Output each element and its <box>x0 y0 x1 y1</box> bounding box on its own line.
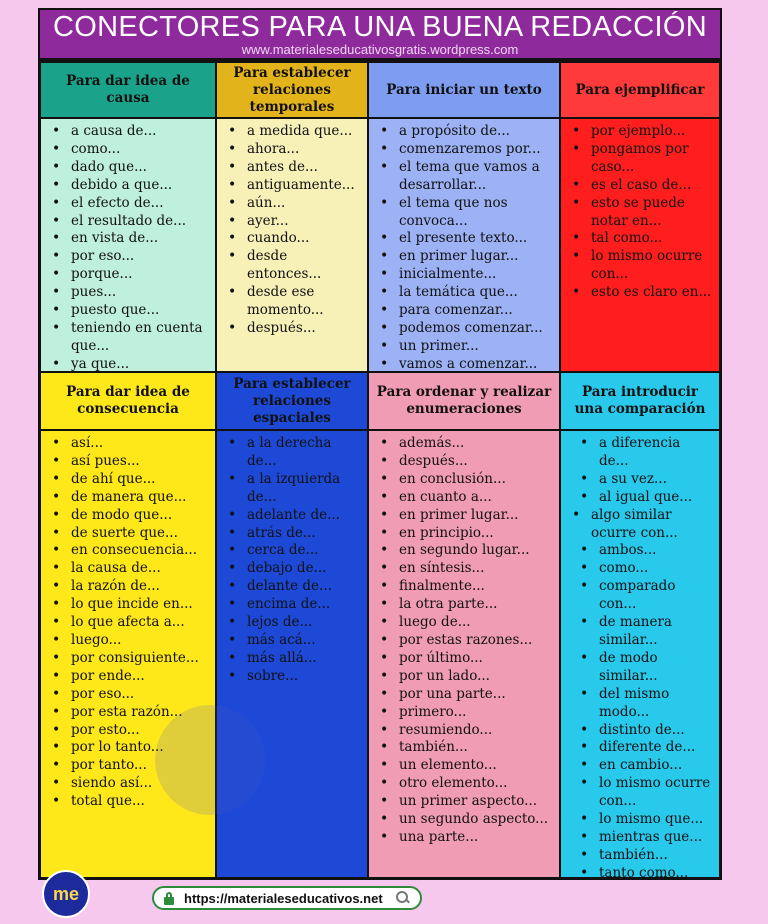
list-item: • en cambio... <box>569 757 713 775</box>
list-item: • en conclusión... <box>377 471 553 489</box>
list-item: • ayer... <box>225 213 361 231</box>
site-logo <box>42 870 90 918</box>
list-item: • inicialmente... <box>377 266 553 284</box>
list-item: • por eso... <box>49 686 209 704</box>
list-item: • además... <box>377 435 553 453</box>
list-item: • a su vez... <box>569 471 713 489</box>
list-item: • por esta razón... <box>49 704 209 722</box>
list-item: • en segundo lugar... <box>377 542 553 560</box>
list-item: • comenzaremos por... <box>377 141 553 159</box>
search-icon[interactable] <box>396 891 410 905</box>
list-item: • ya que... <box>49 356 209 374</box>
list-item: • un elemento... <box>377 757 553 775</box>
list-item: • en síntesis... <box>377 560 553 578</box>
list-item: • la razón de... <box>49 578 209 596</box>
list-item: • por tanto... <box>49 757 209 775</box>
list-item: • el tema que vamos a desarrollar... <box>377 159 553 195</box>
list-item: • esto se puede notar en... <box>569 195 713 231</box>
list-item: • también... <box>569 847 713 865</box>
list-ejemplificar <box>560 118 720 372</box>
page-title: CONECTORES PARA UNA BUENA REDACCIÓN <box>52 11 707 43</box>
list-causa <box>40 118 216 372</box>
list-item: • la causa de... <box>49 560 209 578</box>
list-item: • aún... <box>225 195 361 213</box>
list-item: • pues... <box>49 284 209 302</box>
list-item: • más acá... <box>225 632 361 650</box>
list-item: • a medida que... <box>225 123 361 141</box>
list-item: • para comenzar... <box>377 302 553 320</box>
list-item: • porque... <box>49 266 209 284</box>
list-item: • finalmente... <box>377 578 553 596</box>
list-item: • antes de... <box>225 159 361 177</box>
list-item: • la otra parte... <box>377 596 553 614</box>
list-item: • en primer lugar... <box>377 248 553 266</box>
list-item: • debajo de... <box>225 560 361 578</box>
header-iniciar: Para iniciar un texto <box>368 62 560 118</box>
list-item: • pongamos por caso... <box>569 141 713 177</box>
list-item: • lo mismo que... <box>569 811 713 829</box>
watermark-url: www.materialeseducativosgratis.wordpress.com <box>241 42 519 57</box>
list-item: • de ahí que... <box>49 471 209 489</box>
header-ejemplificar: Para ejemplificar <box>560 62 720 118</box>
list-item: • por ende... <box>49 668 209 686</box>
list-item: • antiguamente... <box>225 177 361 195</box>
list-item: • ambos... <box>569 542 713 560</box>
list-item: • delante de... <box>225 578 361 596</box>
list-consecuencia <box>40 430 216 878</box>
list-item: • desde ese momento... <box>225 284 361 320</box>
list-item: • total que... <box>49 793 209 811</box>
list-item: • por consiguiente... <box>49 650 209 668</box>
url-text[interactable]: https://materialeseducativos.net <box>184 890 383 906</box>
header-causa: Para dar idea de causa <box>40 62 216 118</box>
list-item: • diferente de... <box>569 739 713 757</box>
list-item: • teniendo en cuenta que... <box>49 320 209 356</box>
list-item: • primero... <box>377 704 553 722</box>
list-item: • en consecuencia... <box>49 542 209 560</box>
list-espaciales <box>216 430 368 878</box>
list-item: • más allá... <box>225 650 361 668</box>
list-item: • un segundo aspecto... <box>377 811 553 829</box>
list-item: • por ejemplo... <box>569 123 713 141</box>
list-item: • la temática que... <box>377 284 553 302</box>
list-item: • distinto de... <box>569 722 713 740</box>
list-item: • lo que afecta a... <box>49 614 209 632</box>
list-item: • podemos comenzar... <box>377 320 553 338</box>
list-item: • el resultado de... <box>49 213 209 231</box>
list-item: • ahora... <box>225 141 361 159</box>
list-item: • como... <box>569 560 713 578</box>
list-item: • también... <box>377 739 553 757</box>
list-item: • de modo que... <box>49 507 209 525</box>
list-item: • de manera similar... <box>569 614 713 650</box>
list-item: • así pues... <box>49 453 209 471</box>
list-item: • una parte... <box>377 829 553 847</box>
list-temporales <box>216 118 368 372</box>
list-item: • del mismo modo... <box>569 686 713 722</box>
list-item: • de manera que... <box>49 489 209 507</box>
list-item: • desde entonces... <box>225 248 361 284</box>
list-item: • lejos de... <box>225 614 361 632</box>
list-enumeraciones <box>368 430 560 878</box>
list-item: • un primer aspecto... <box>377 793 553 811</box>
list-item: • otro elemento... <box>377 775 553 793</box>
header-comparacion: Para introducir una comparación <box>560 372 720 430</box>
list-item: • como... <box>49 141 209 159</box>
list-item: • después... <box>377 453 553 471</box>
list-item: • el presente texto... <box>377 230 553 248</box>
list-item: • luego... <box>49 632 209 650</box>
list-item: • dado que... <box>49 159 209 177</box>
list-item: • de modo similar... <box>569 650 713 686</box>
list-item: • a causa de... <box>49 123 209 141</box>
list-item: • resumiendo... <box>377 722 553 740</box>
list-item: • sobre... <box>225 668 361 686</box>
list-item: • luego de... <box>377 614 553 632</box>
list-item: • a diferencia de... <box>569 435 713 471</box>
list-item: • en cuanto a... <box>377 489 553 507</box>
list-item: • comparado con... <box>569 578 713 614</box>
list-comparacion <box>560 430 720 881</box>
header-temporales: Para establecer relaciones temporales <box>216 62 368 118</box>
list-item: • atrás de... <box>225 525 361 543</box>
list-item: • a la izquierda de... <box>225 471 361 507</box>
list-item: • adelante de... <box>225 507 361 525</box>
list-item: • algo similar ocurre con... <box>569 507 713 543</box>
list-item: • al igual que... <box>569 489 713 507</box>
list-item: • tal como... <box>569 230 713 248</box>
list-item: • encima de... <box>225 596 361 614</box>
list-item: • puesto que... <box>49 302 209 320</box>
title-banner <box>38 8 722 60</box>
connectors-grid <box>38 60 722 880</box>
list-item: • lo mismo ocurre con... <box>569 775 713 811</box>
list-item: • por estas razones... <box>377 632 553 650</box>
list-item: • un primer... <box>377 338 553 356</box>
list-item: • después... <box>225 320 361 338</box>
list-item: • vamos a comenzar... <box>377 356 553 374</box>
header-enumeraciones: Para ordenar y realizar enumeraciones <box>368 372 560 430</box>
list-item: • en principio... <box>377 525 553 543</box>
list-item: • debido a que... <box>49 177 209 195</box>
list-item: • cerca de... <box>225 542 361 560</box>
list-item: • por una parte... <box>377 686 553 704</box>
list-item: • en vista de... <box>49 230 209 248</box>
header-consecuencia: Para dar idea de consecuencia <box>40 372 216 430</box>
list-item: • por esto... <box>49 722 209 740</box>
list-item: • el tema que nos convoca... <box>377 195 553 231</box>
lock-icon <box>162 891 176 905</box>
list-item: • cuando... <box>225 230 361 248</box>
list-item: • a propósito de... <box>377 123 553 141</box>
list-item: • lo mismo ocurre con... <box>569 248 713 284</box>
list-item: • por eso... <box>49 248 209 266</box>
header-espaciales: Para establecer relaciones espaciales <box>216 372 368 430</box>
list-item: • por un lado... <box>377 668 553 686</box>
list-iniciar <box>368 118 560 372</box>
list-item: • de suerte que... <box>49 525 209 543</box>
list-item: • por último... <box>377 650 553 668</box>
list-item: • lo que incide en... <box>49 596 209 614</box>
list-item: • en primer lugar... <box>377 507 553 525</box>
list-item: • por lo tanto... <box>49 739 209 757</box>
list-item: • el efecto de... <box>49 195 209 213</box>
list-item: • siendo así... <box>49 775 209 793</box>
list-item: • esto es claro en... <box>569 284 713 302</box>
list-item: • es el caso de... <box>569 177 713 195</box>
list-item: • tanto como... <box>569 865 713 883</box>
list-item: • mientras que... <box>569 829 713 847</box>
list-item: • a la derecha de... <box>225 435 361 471</box>
logo-text: me <box>52 883 79 904</box>
url-bar[interactable] <box>152 886 422 910</box>
list-item: • así... <box>49 435 209 453</box>
